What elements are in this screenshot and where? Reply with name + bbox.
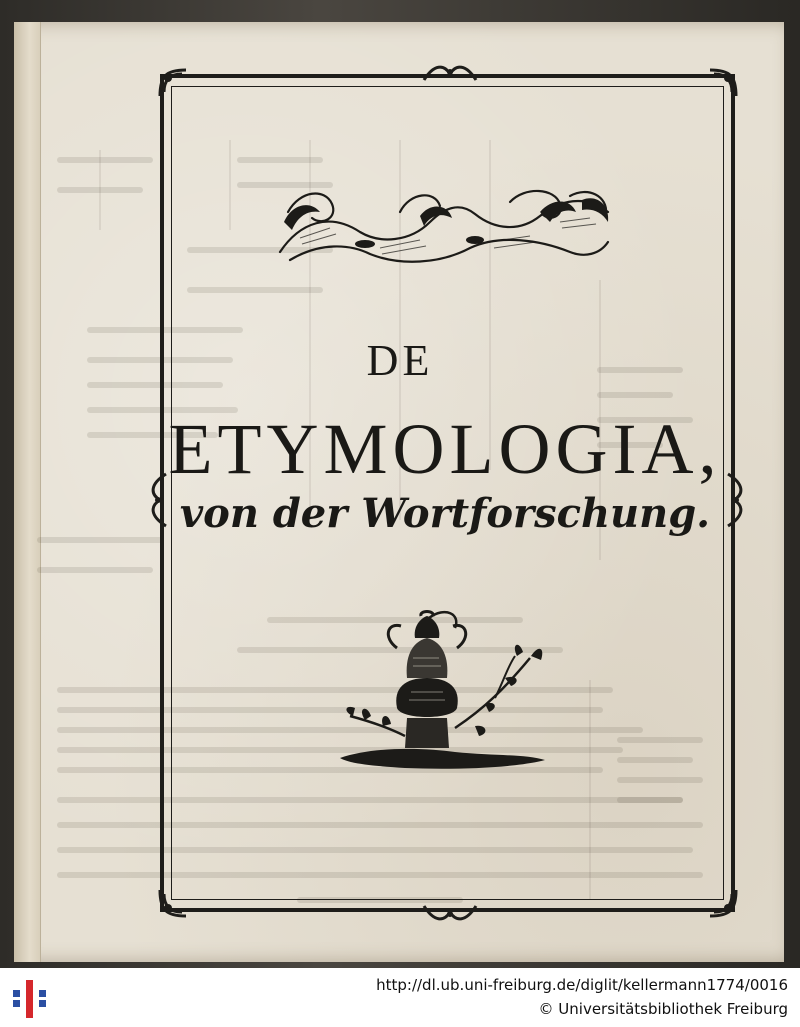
urn-with-branches-vignette-icon (335, 608, 550, 778)
frame-corner-bottom-right-icon (706, 886, 740, 920)
frame-top-center-flourish-icon (420, 62, 480, 86)
subtitle-wortforschung: von der Wortforschung. (179, 490, 711, 537)
frame-bottom-center-flourish-icon (420, 900, 480, 924)
footer-bar (0, 968, 800, 1027)
title-line-etymologia: ETYMOLOGIA, (168, 409, 722, 489)
footer-copyright: © Universitätsbibliothek Freiburg (538, 1000, 788, 1018)
title-line-de: DE (366, 336, 434, 385)
frame-corner-top-right-icon (706, 66, 740, 100)
footer-source-url[interactable]: http://dl.ub.uni-freiburg.de/diglit/kellermann1774/0016 (376, 976, 788, 994)
ub-freiburg-logo-icon (10, 978, 50, 1020)
rococo-scroll-ornament-icon (270, 182, 615, 274)
frame-corner-top-left-icon (156, 66, 190, 100)
frame-corner-bottom-left-icon (156, 886, 190, 920)
